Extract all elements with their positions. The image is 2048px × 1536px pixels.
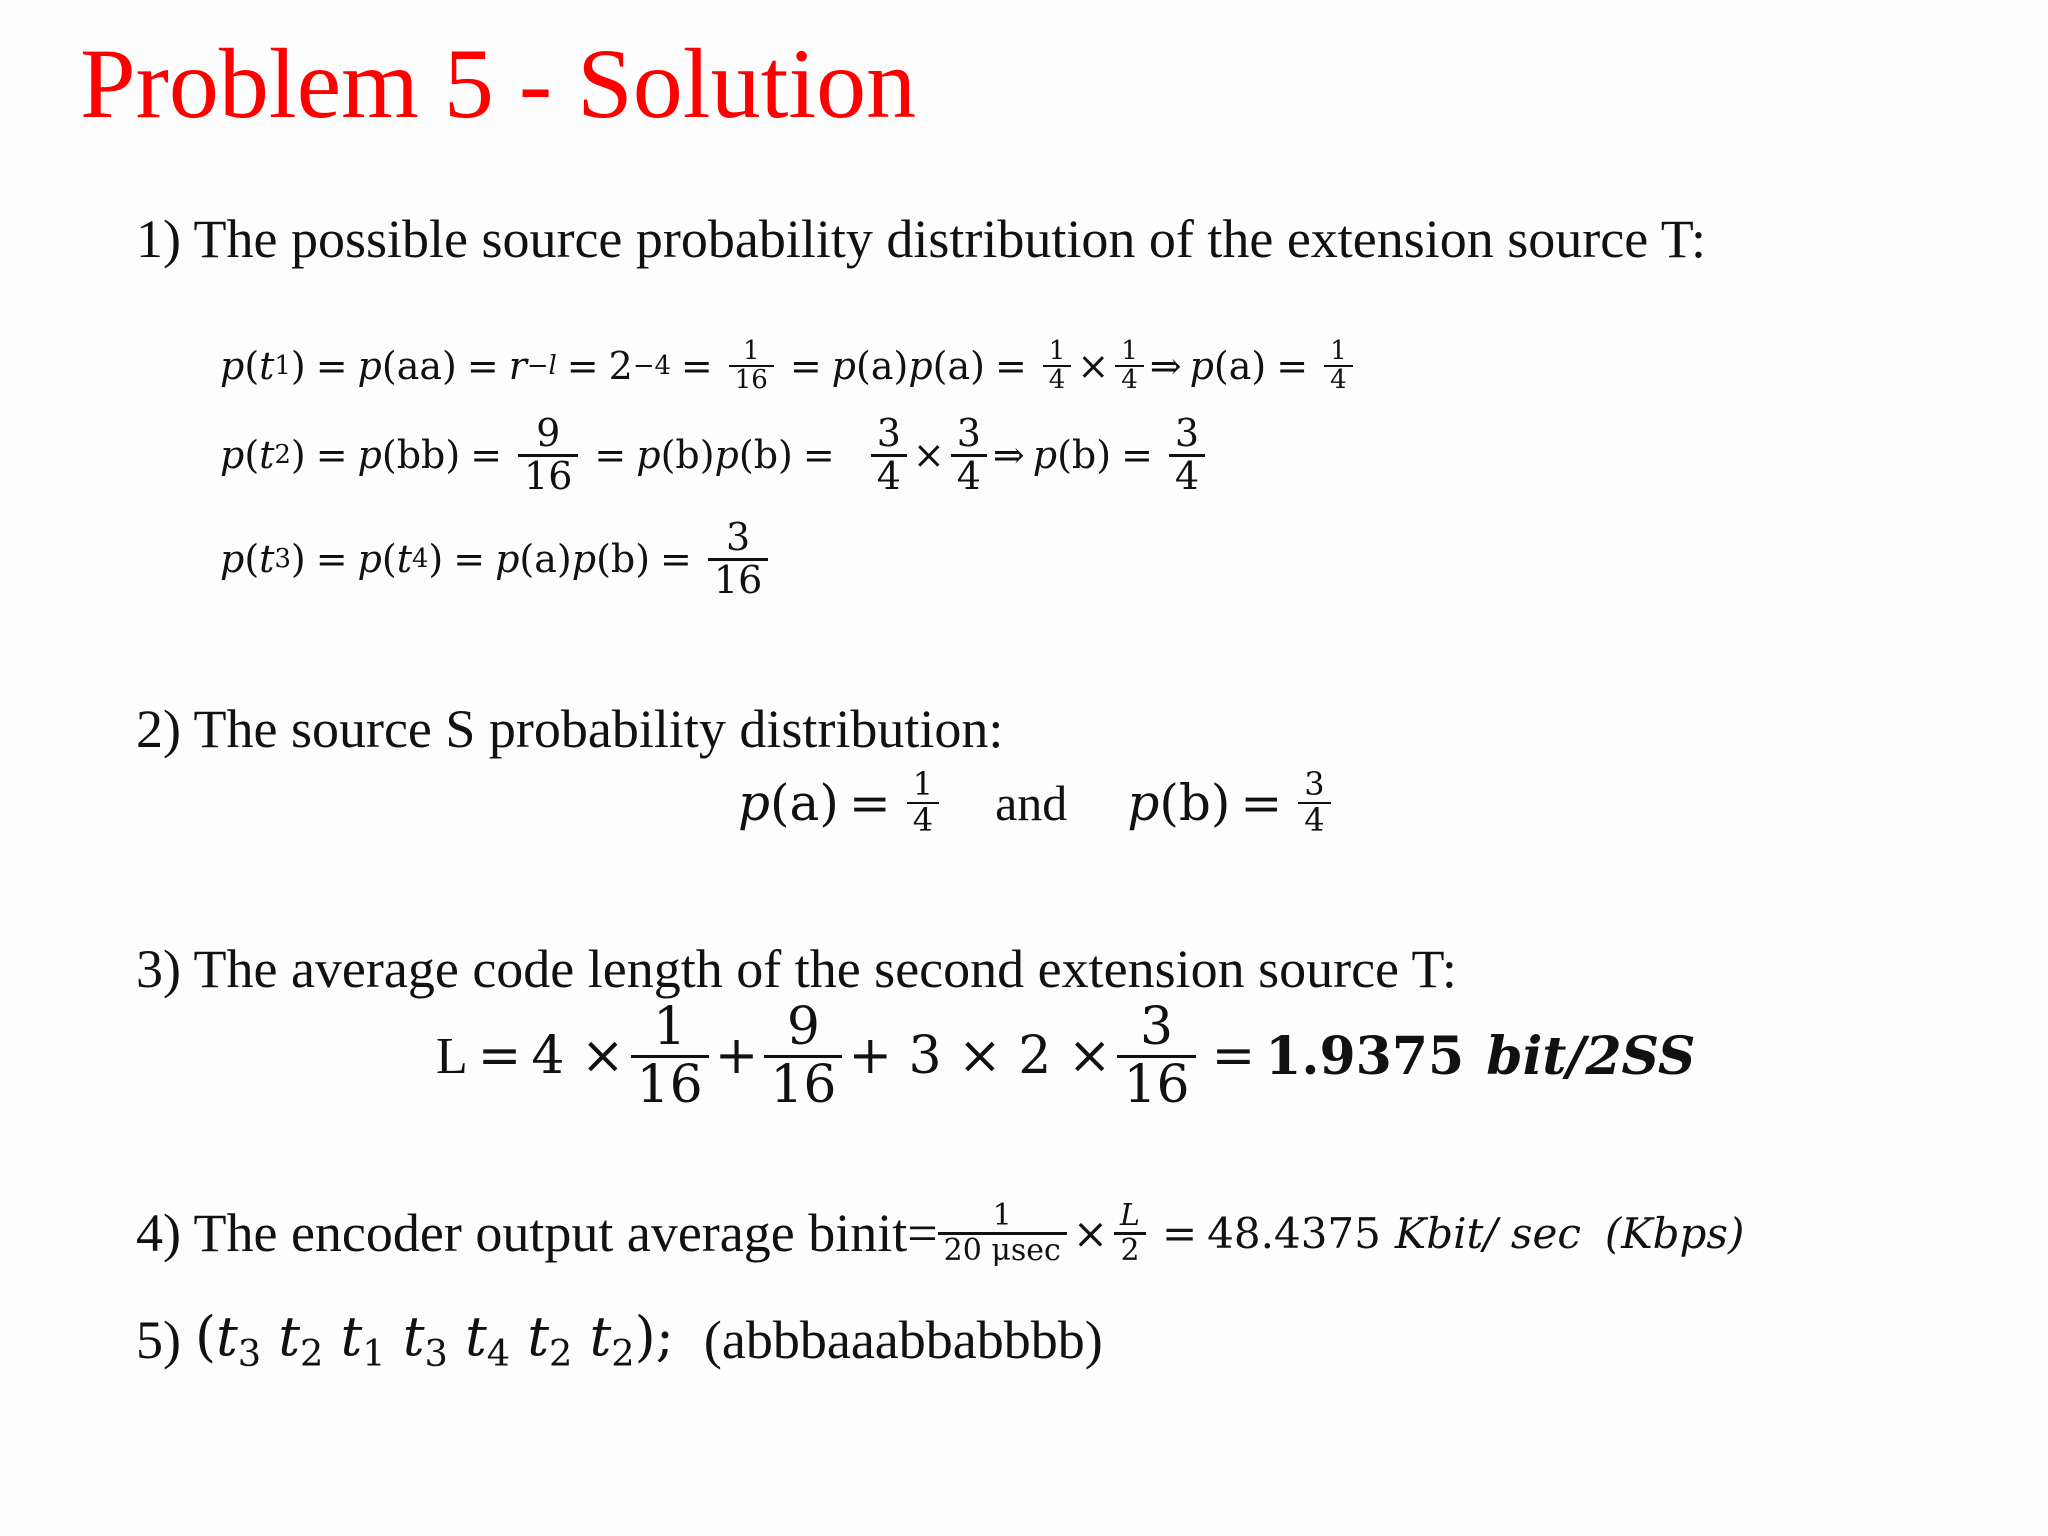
fraction-1-4 — [1115, 338, 1144, 395]
fraction-3-16 — [1117, 997, 1195, 1115]
fraction-denominator: 4 — [1043, 365, 1072, 394]
binit-rate-unit: Kbit/ sec — [1394, 1208, 1581, 1258]
fraction-denominator: 16 — [518, 454, 578, 497]
fraction-1-16 — [631, 997, 709, 1115]
binit-rate-alt-unit: (Kbps) — [1604, 1208, 1745, 1258]
fraction-denominator: 4 — [1169, 454, 1205, 497]
fraction-1-4 — [1324, 338, 1353, 395]
fraction-numerator: 1 — [1048, 336, 1066, 366]
fraction-denominator: 2 — [1114, 1232, 1145, 1267]
fraction-numerator: 3 — [725, 515, 751, 559]
equation-average-code-length: L = 4 × $\frac{1}{16}$ + $\frac{9}{16}$ + 3 × 2 × $\frac{3}{16}$ = 1.9375 bit/2SS — [436, 997, 1696, 1115]
fraction-numerator: 9 — [786, 997, 820, 1057]
section-5-line — [136, 1305, 1103, 1375]
fraction-1-4 — [907, 765, 939, 839]
fraction-denominator: 20 μsec — [938, 1232, 1067, 1267]
equation-p-t1: p ( t 1 ) = p (aa) = r −l = 2 −4 = $\frac{1}{16}$ = p (a) p (a) = $\frac{1}{4}$ × $\frac{1}{4}$ ⇒ p (a) = $\frac{1}{4}$ — [220, 338, 1359, 395]
binit-rate-result: 48.4375 — [1207, 1208, 1381, 1258]
fraction-denominator: 16 — [1117, 1055, 1195, 1113]
fraction-numerator: 9 — [536, 411, 561, 455]
fraction-numerator: 1 — [743, 336, 760, 366]
and-text: and — [995, 774, 1068, 831]
equation-p-t2: p ( t 2 ) = p (bb) = $\frac{9}{16}$ = p (b) p (b) = $\frac{3}{4}$ × $\frac{3}{4}$ ⇒ p (b) = $\frac{3}{4}$ — [220, 414, 1211, 497]
fraction-3-16 — [708, 515, 768, 602]
fraction-denominator: 4 — [951, 454, 987, 497]
fraction-9-16 — [764, 997, 842, 1115]
decoded-sequence: (abbbaaabbabbbb) — [703, 1310, 1103, 1370]
section-1-heading: 1) The possible source probability distribution of the extension source T: — [136, 209, 1707, 269]
section-4-heading: 4) The encoder output average binit= — [136, 1203, 938, 1263]
fraction-denominator: 4 — [907, 802, 939, 838]
fraction-3-4 — [1298, 765, 1330, 839]
fraction-numerator: 1 — [653, 997, 687, 1057]
fraction-numerator: 1 — [992, 1198, 1012, 1233]
fraction-denominator: 16 — [764, 1055, 842, 1113]
fraction-1-over-time — [938, 1200, 1067, 1266]
fraction-l-over-2 — [1114, 1200, 1146, 1266]
fraction-numerator: 1 — [912, 765, 934, 803]
fraction-numerator: 3 — [876, 411, 901, 455]
fraction-denominator: 4 — [1324, 365, 1353, 394]
fraction-denominator: 4 — [1115, 365, 1144, 394]
equation-p-t3-t4: p ( t 3 ) = p ( t 4 ) = p (a) p (b) = $\frac{3}{16}$ — [220, 518, 774, 601]
fraction-numerator: 3 — [1139, 997, 1174, 1057]
fraction-9-16 — [518, 411, 578, 498]
average-length-result: 1.9375 — [1265, 1025, 1465, 1087]
fraction-numerator: 1 — [1330, 336, 1347, 366]
fraction-1-16 — [729, 338, 774, 395]
section-5-heading: 5) — [136, 1310, 181, 1370]
fraction-denominator: 4 — [1298, 802, 1330, 838]
fraction-numerator: 3 — [956, 411, 981, 455]
page-title: Problem 5 - Solution — [80, 28, 917, 139]
fraction-1-4 — [1043, 338, 1072, 395]
average-length-unit: bit/2SS — [1486, 1025, 1696, 1087]
section-3-heading: 3) The average code length of the second extension source T: — [136, 939, 1457, 999]
section-2-heading: 2) The source S probability distribution: — [136, 699, 1004, 759]
fraction-3-4 — [871, 411, 907, 498]
fraction-numerator: 3 — [1174, 411, 1200, 455]
fraction-denominator: 16 — [631, 1055, 709, 1113]
fraction-denominator: 16 — [729, 365, 774, 394]
fraction-numerator: 1 — [1121, 336, 1138, 366]
fraction-numerator: L — [1120, 1198, 1140, 1233]
fraction-3-4 — [951, 411, 987, 498]
fraction-numerator: 3 — [1304, 765, 1325, 803]
codeword-sequence: ($t_3$ $t_2$ $t_1$ $t_3$ $t_4$ $t_2$ $t_2$); — [194, 1305, 674, 1376]
equation-binit-rate: 4) The encoder output average binit= $\frac{1}{20 \mu\sec}$ × $\frac{L}{2}$ = 48.4375 Kbit/ sec (Kbps) — [136, 1198, 1745, 1268]
fraction-denominator: 16 — [708, 558, 768, 601]
fraction-denominator: 4 — [871, 454, 907, 497]
equation-source-distribution: p (a) = $\frac{1}{4}$ and p (b) = $\frac{3}{4}$ — [738, 768, 1337, 837]
fraction-3-4 — [1169, 411, 1205, 498]
